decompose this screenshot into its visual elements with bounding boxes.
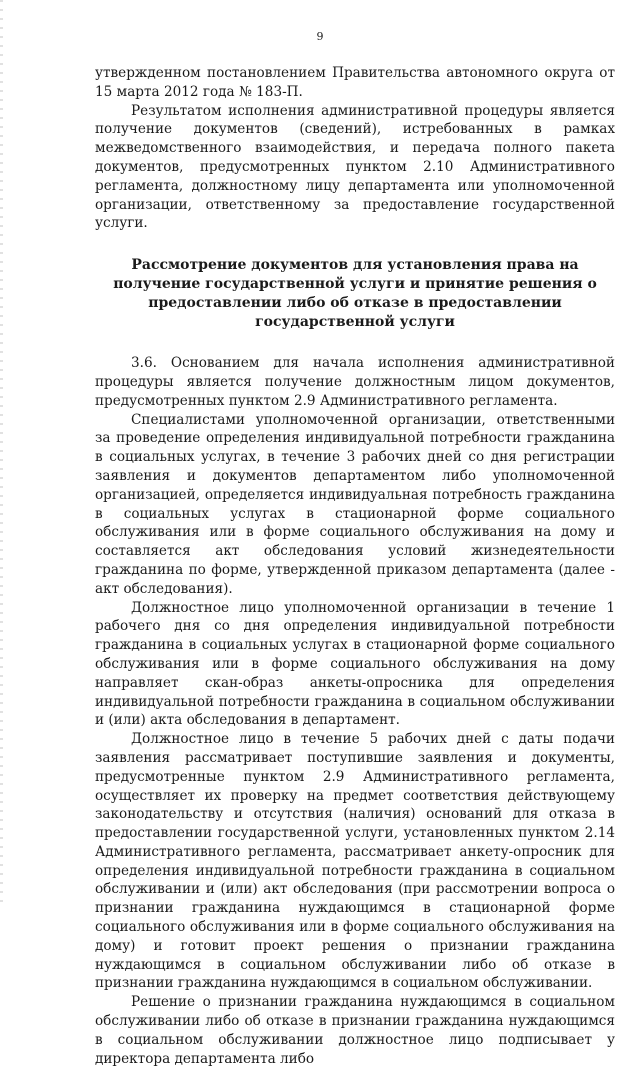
document-body [95,64,615,1068]
section-heading: Рассмотрение документов для установления права на получение государственной услуги и принятие решения о предоставлении либо об отказе в предоставлении государственной услуги [113,257,597,331]
paragraph-result: Результатом исполнения административной процедуры является получение документов (сведений), истребованных в рамках межведомственного взаимодействия, и передача полного пакета документов, предусмотренных пунктом 2.10 Административного регламента, должностному лицу департамента или уполномоченной организации, ответственному за предоставление государственной услуги. [95,102,615,232]
page-number: 9 [316,30,324,43]
scan-edge-marks [0,0,3,905]
paragraph-continuation: утвержденном постановлением Правительства автономного округа от 15 марта 2012 года № 183-П. [95,65,615,100]
paragraph-official-5-days: Должностное лицо в течение 5 рабочих дней с даты подачи заявления рассматривает поступившие заявления и документы, предусмотренные пунктом 2.9 Административного регламента, осуществляет их проверку на предмет соответствия действующему законодательству и отсутствия (наличия) оснований для отказа в предоставлении государственной услуги, установленных пунктом 2.14 Административного регламента, рассматривает анкету-опросник для определения индивидуальной потребности гражданина в социальном обслуживании и (или) акт обследования (при рассмотрении вопроса о признании гражданина нуждающимся в стационарной форме социального обслуживания или в форме социального обслуживания на дому) и готовит проект решения о признании гражданина нуждающимся в социальном обслуживании либо об отказе в признании гражданина нуждающимся в социальном обслуживании. [95,731,615,992]
paragraph-decision: Решение о признании гражданина нуждающимся в социальном обслуживании либо об отказе в признании гражданина нуждающимся в социальном обслуживании должностное лицо подписывает у директора департамента либо [95,994,615,1067]
paragraph-official-1-day: Должностное лицо уполномоченной организации в течение 1 рабочего дня со дня определения индивидуальной потребности гражданина в социальных услугах в стационарной форме социального обслуживания или в форме социального обслуживания на дому направляет скан-образ анкеты-опросника для определения индивидуальной потребности гражданина в социальном обслуживании и (или) акта обследования в департамент. [95,599,615,729]
paragraph-3-6: 3.6. Основанием для начала исполнения административной процедуры является получение должностным лицом документов, предусмотренных пунктом 2.9 Административного регламента. [95,355,615,409]
paragraph-specialists: Специалистами уполномоченной организации, ответственными за проведение определения индивидуальной потребности гражданина в социальных услугах, в течение 3 рабочих дней со дня регистрации заявления и документов департаментом либо уполномоченной организацией, определяется индивидуальная потребность гражданина в социальных услугах в стационарной форме социального обслуживания или в форме социального обслуживания на дому и составляется акт обследования условий жизнедеятельности гражданина по форме, утвержденной приказом департамента (далее - акт обследования). [95,411,615,597]
